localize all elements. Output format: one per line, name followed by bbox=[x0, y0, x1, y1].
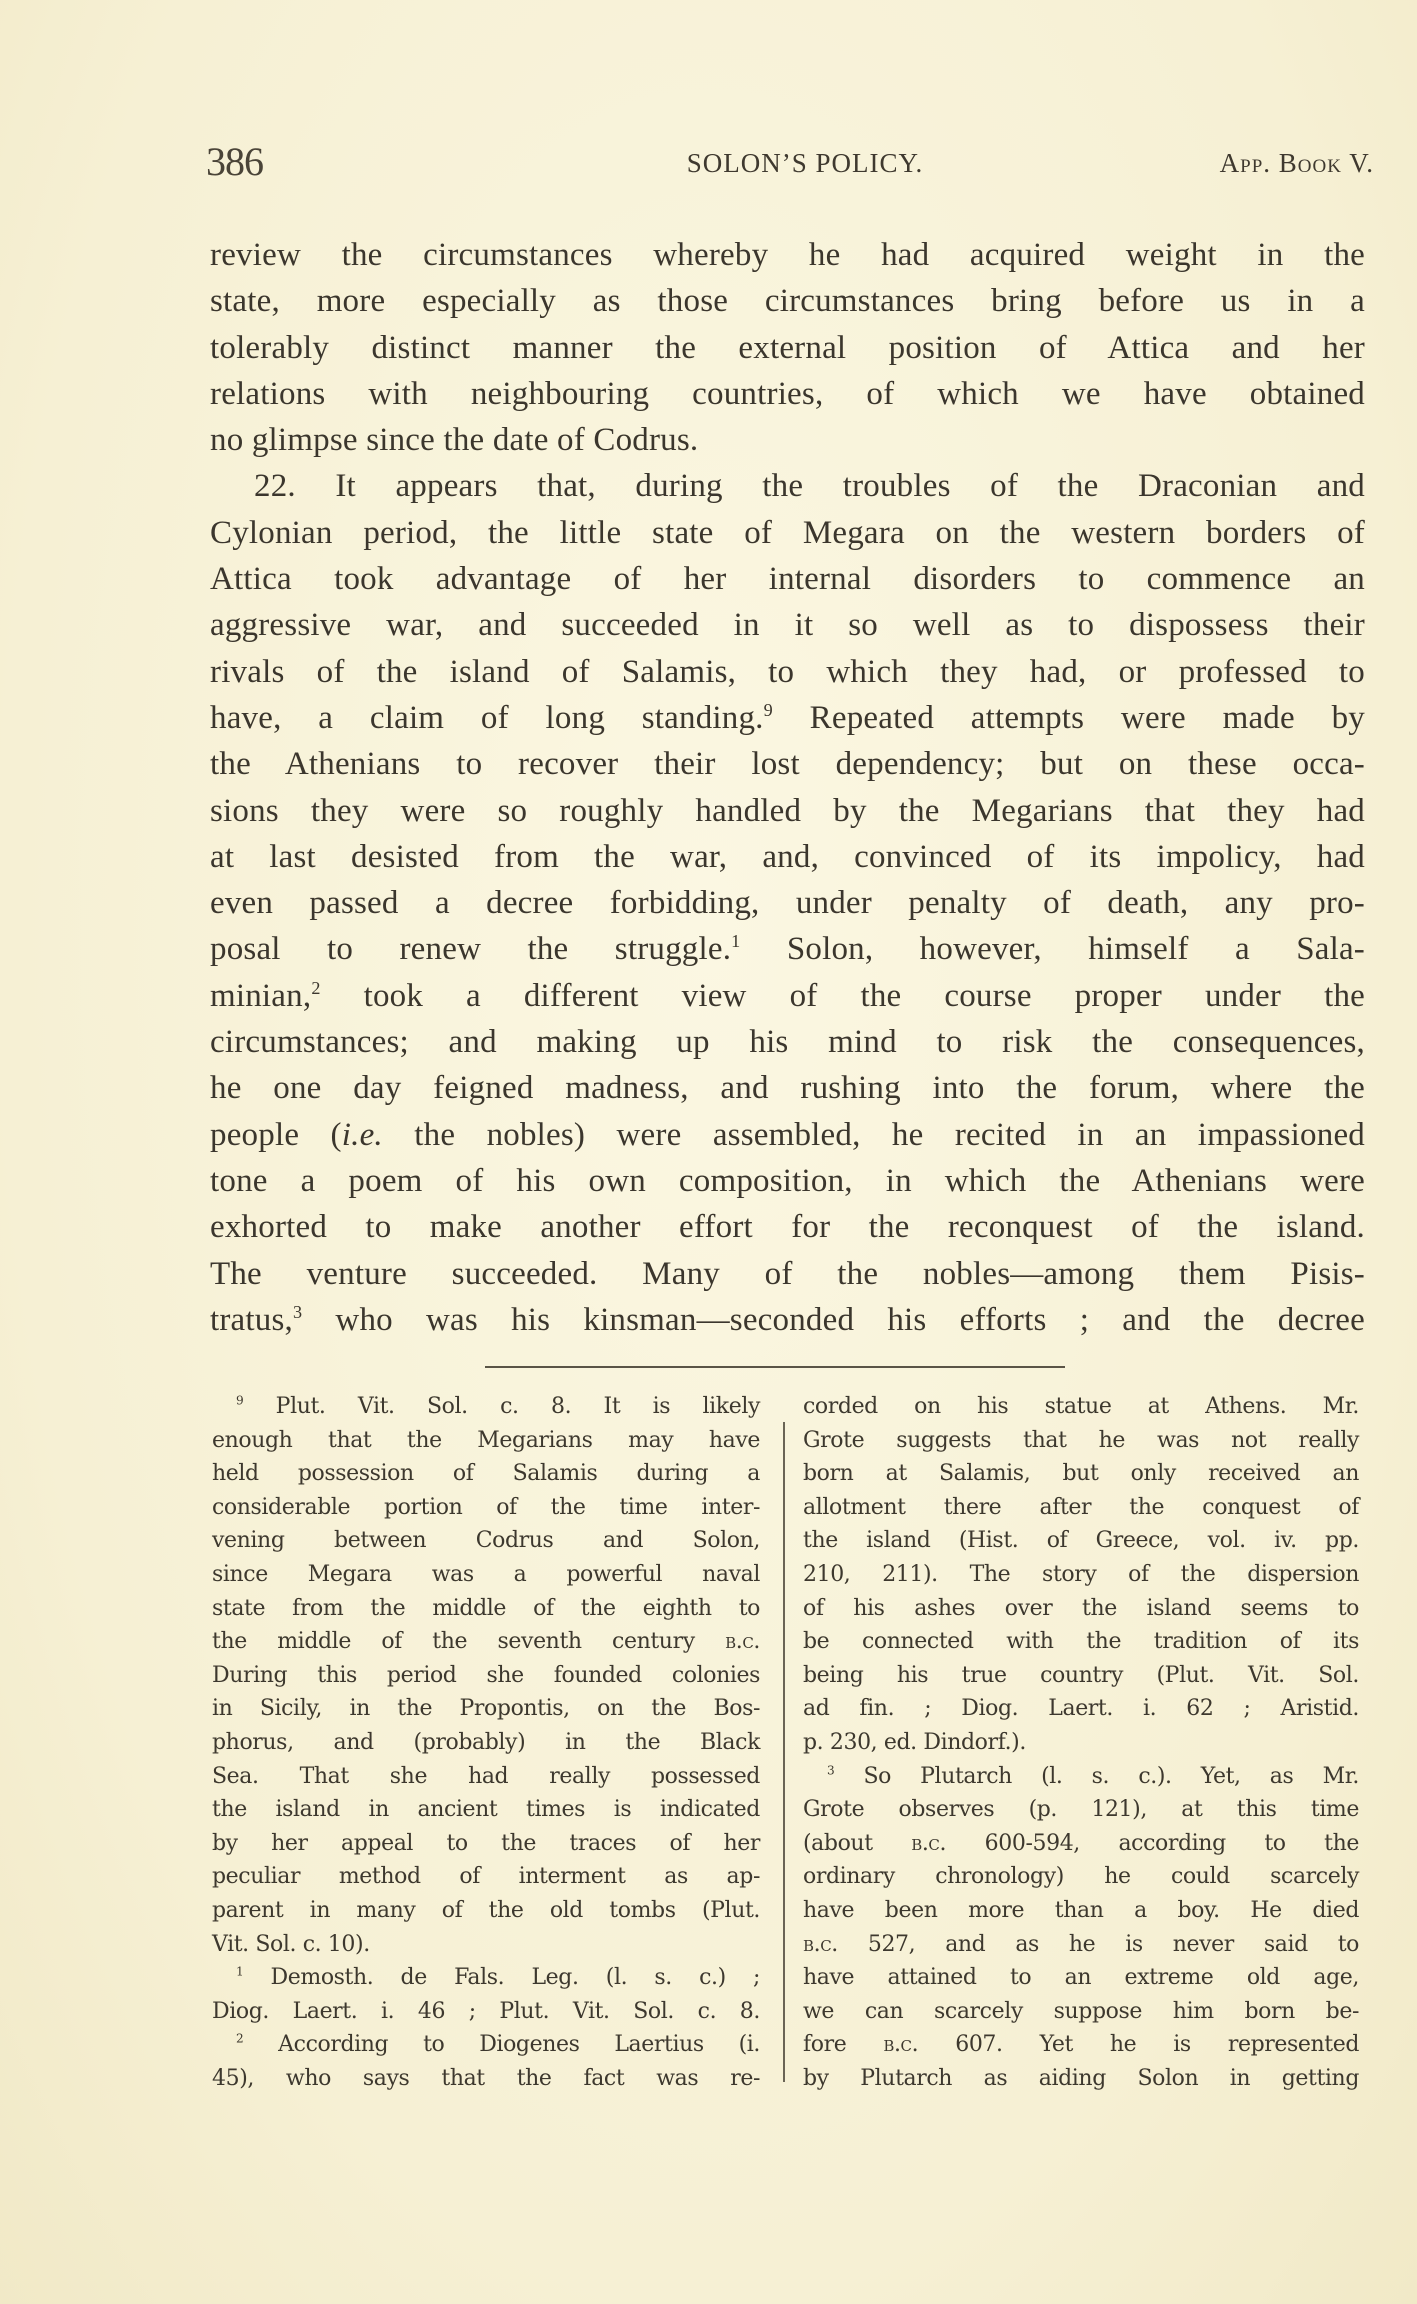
body-line: review the circumstances whereby he had acquired weight in the bbox=[210, 237, 1365, 273]
body-line: aggressive war, and succeeded in it so well as to dispossess their bbox=[210, 607, 1365, 644]
footnote-line: Grote observes (p. 121), at this time bbox=[803, 1797, 1359, 1823]
body-line: sions they were so roughly handled by the Megarians that they had bbox=[210, 792, 1365, 829]
body-text-fragment: tratus, bbox=[210, 1301, 293, 1338]
body-line: at last desisted from the war, and, convinced of its impolicy, had bbox=[210, 838, 1365, 875]
body-text bbox=[210, 232, 1365, 1343]
footnote-text: 527, and as he is never said to bbox=[867, 1931, 1360, 1957]
footnote-marker: 2 bbox=[236, 2031, 244, 2046]
footnote-ref-3[interactable]: 3 bbox=[292, 1301, 303, 1322]
footnote-line: we can scarcely suppose him born be- bbox=[803, 1998, 1359, 2024]
era-abbreviation: b.c. bbox=[725, 1629, 760, 1655]
footnote-line: being his true country (Plut. Vit. Sol. bbox=[803, 1662, 1359, 1688]
page-number: 386 bbox=[206, 139, 263, 184]
footnote-line: have attained to an extreme old age, bbox=[803, 1965, 1359, 1991]
body-line: state, more especially as those circumstances bring before us in a bbox=[210, 283, 1365, 320]
footnote-text: 600-594, according to the bbox=[946, 1830, 1359, 1856]
section-reference: App. Book V. bbox=[1219, 148, 1374, 178]
footnote-text: Plut. Vit. Sol. c. 8. It is likely bbox=[275, 1394, 761, 1419]
footnote-text: fore bbox=[803, 2032, 884, 2058]
footnote-line: in Sicily, in the Propontis, on the Bos- bbox=[212, 1696, 760, 1722]
footnote-3-start bbox=[803, 1760, 1359, 1794]
era-abbreviation: b.c. bbox=[803, 1931, 838, 1957]
footnote-line: be connected with the tradition of its bbox=[803, 1629, 1359, 1655]
footnote-text: 607. Yet he is represented bbox=[918, 2032, 1360, 2058]
footnote-line: the island (Hist. of Greece, vol. iv. pp. bbox=[803, 1528, 1359, 1554]
footnote-marker: 9 bbox=[236, 1393, 244, 1408]
footnotes bbox=[210, 1390, 1370, 2090]
footnote-text: the middle of the seventh century bbox=[212, 1629, 726, 1655]
footnote-column-left bbox=[212, 1390, 760, 2095]
footnote-marker: 3 bbox=[827, 1763, 835, 1778]
footnote-line: the island in ancient times is indicated bbox=[212, 1797, 760, 1823]
footnote-column-right bbox=[803, 1390, 1359, 2095]
footnote-line: Grote suggests that he was not really bbox=[803, 1427, 1359, 1453]
footnote-line: 210, 211). The story of the dispersion bbox=[803, 1561, 1359, 1587]
footnote-text: So Plutarch (l. s. c.). Yet, as Mr. bbox=[863, 1763, 1359, 1789]
footnote-line: have been more than a boy. He died bbox=[803, 1897, 1359, 1923]
body-line: exhorted to make another effort for the reconquest of the island. bbox=[210, 1209, 1365, 1246]
page-header bbox=[206, 138, 1374, 182]
footnote-line bbox=[803, 2028, 1359, 2062]
body-line: tone a poem of his own composition, in which the Athenians were bbox=[210, 1162, 1365, 1199]
footnote-line: held possession of Salamis during a bbox=[212, 1461, 760, 1487]
footnote-line: Diog. Laert. i. 46 ; Plut. Vit. Sol. c. 8. bbox=[212, 1998, 760, 2024]
body-line: Attica took advantage of her internal disorders to commence an bbox=[210, 561, 1365, 598]
body-line bbox=[210, 1112, 1365, 1158]
italic-abbreviation: i.e. bbox=[341, 1116, 383, 1153]
body-text-fragment: have, a claim of long standing. bbox=[210, 699, 764, 736]
footnote-1-start bbox=[212, 1961, 760, 1995]
footnote-text: According to Diogenes Laertius (i. bbox=[278, 2032, 761, 2058]
footnote-ref-2[interactable]: 2 bbox=[311, 977, 321, 998]
footnote-text: (about bbox=[803, 1830, 912, 1856]
footnote-line: 45), who says that the fact was re- bbox=[212, 2065, 760, 2091]
body-line: relations with neighbouring countries, of which we have obtained bbox=[210, 375, 1365, 412]
footnote-line: Sea. That she had really possessed bbox=[212, 1763, 760, 1789]
body-text-fragment: Solon, however, himself a Sala- bbox=[740, 931, 1365, 968]
footnote-line: During this period she founded colonies bbox=[212, 1662, 760, 1688]
footnote-line: considerable portion of the time inter- bbox=[212, 1494, 760, 1520]
body-line: Cylonian period, the little state of Megara on the western borders of bbox=[210, 514, 1365, 551]
body-text-fragment: posal to renew the struggle. bbox=[210, 931, 732, 968]
body-line bbox=[210, 695, 1365, 741]
footnote-line: state from the middle of the eighth to bbox=[212, 1595, 760, 1621]
footnote-9-start bbox=[212, 1390, 760, 1424]
column-divider bbox=[783, 1422, 785, 2082]
paragraph-start-line: 22. It appears that, during the troubles of the Draconian and bbox=[254, 468, 1365, 505]
body-line: he one day feigned madness, and rushing into the forum, where the bbox=[210, 1070, 1365, 1107]
footnote-line: corded on his statue at Athens. Mr. bbox=[803, 1394, 1359, 1419]
body-line: the Athenians to recover their lost dependency; but on these occa- bbox=[210, 746, 1365, 783]
footnote-line: since Megara was a powerful naval bbox=[212, 1561, 760, 1587]
footnote-line: by Plutarch as aiding Solon in getting bbox=[803, 2065, 1359, 2091]
body-text-fragment: who was his kinsman—seconded his efforts ; and the decree bbox=[302, 1301, 1365, 1338]
footnote-line: phorus, and (probably) in the Black bbox=[212, 1729, 760, 1755]
era-abbreviation: b.c. bbox=[883, 2032, 919, 2058]
footnote-line: by her appeal to the traces of her bbox=[212, 1830, 760, 1856]
footnote-line: peculiar method of interment as ap- bbox=[212, 1864, 760, 1890]
footnote-line: allotment there after the conquest of bbox=[803, 1494, 1359, 1520]
body-line: The venture succeeded. Many of the nobles—among them Pisis- bbox=[210, 1255, 1365, 1292]
body-text-fragment: people ( bbox=[210, 1116, 342, 1153]
body-text-fragment: Repeated attempts were made by bbox=[772, 699, 1365, 736]
footnote-line: parent in many of the old tombs (Plut. bbox=[212, 1897, 760, 1923]
footnote-line: ad fin. ; Diog. Laert. i. 62 ; Aristid. bbox=[803, 1696, 1359, 1722]
footnote-ref-9[interactable]: 9 bbox=[763, 699, 773, 720]
running-title: SOLON’S POLICY. bbox=[686, 148, 924, 178]
footnote-line bbox=[212, 1625, 760, 1659]
footnote-2-start bbox=[212, 2028, 760, 2062]
footnote-line: Vit. Sol. c. 10). bbox=[212, 1931, 370, 1957]
footnote-ref-1[interactable]: 1 bbox=[731, 931, 741, 952]
body-line: rivals of the island of Salamis, to which they had, or professed to bbox=[210, 653, 1365, 690]
footnote-separator-rule bbox=[485, 1366, 1065, 1368]
footnote-marker: 1 bbox=[236, 1964, 244, 1979]
body-line: tolerably distinct manner the external position of Attica and her bbox=[210, 329, 1365, 366]
footnote-line: ordinary chronology) he could scarcely bbox=[803, 1864, 1359, 1890]
body-line: no glimpse since the date of Codrus. bbox=[210, 422, 699, 459]
body-line bbox=[210, 973, 1365, 1019]
footnote-line: of his ashes over the island seems to bbox=[803, 1595, 1359, 1621]
footnote-line bbox=[803, 1827, 1359, 1861]
body-line bbox=[210, 926, 1365, 972]
footnote-line: p. 230, ed. Dindorf.). bbox=[803, 1729, 1026, 1755]
body-text-fragment: the nobles) were assembled, he recited in an impassioned bbox=[382, 1116, 1365, 1153]
body-text-fragment: minian, bbox=[210, 977, 312, 1014]
body-line bbox=[210, 1297, 1365, 1343]
era-abbreviation: b.c. bbox=[911, 1830, 947, 1856]
body-text-fragment: took a different view of the course proper under the bbox=[320, 977, 1365, 1014]
footnote-line: born at Salamis, but only received an bbox=[803, 1461, 1359, 1487]
body-line: circumstances; and making up his mind to risk the consequences, bbox=[210, 1024, 1365, 1061]
footnote-line bbox=[803, 1928, 1359, 1962]
footnote-text: Demosth. de Fals. Leg. (l. s. c.) ; bbox=[270, 1965, 760, 1991]
body-line: even passed a decree forbidding, under penalty of death, any pro- bbox=[210, 885, 1365, 922]
footnote-line: enough that the Megarians may have bbox=[212, 1427, 760, 1453]
footnote-line: vening between Codrus and Solon, bbox=[212, 1528, 760, 1554]
